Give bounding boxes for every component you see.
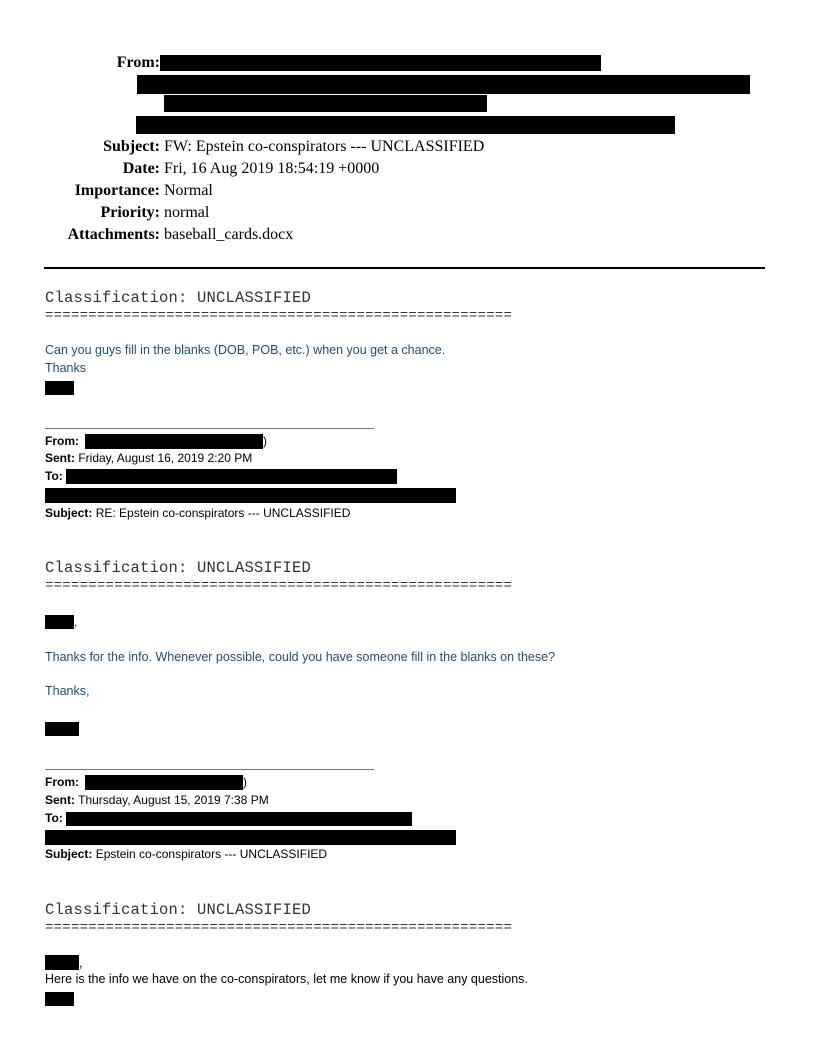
redaction-block	[66, 469, 397, 484]
classification-banner: Classification: UNCLASSIFIED	[45, 559, 312, 577]
attachments-label: Attachments:	[67, 226, 160, 243]
sent-label: Sent:	[45, 793, 75, 807]
redaction-block	[160, 55, 601, 71]
to-label: To:	[45, 811, 63, 825]
reply-subject-line	[45, 506, 350, 520]
redaction-block	[164, 95, 487, 112]
sent-label: Sent:	[45, 451, 75, 465]
classification-banner: Classification: UNCLASSIFIED	[45, 289, 312, 307]
attachment-link[interactable]: baseball_cards.docx	[164, 226, 294, 243]
sent-value: Thursday, August 15, 2019 7:38 PM	[78, 793, 269, 807]
reply-from-line	[45, 434, 79, 448]
redaction-block	[45, 488, 456, 503]
from-label: From:	[45, 775, 79, 789]
priority-value: normal	[164, 204, 210, 221]
redacted-signature	[45, 992, 74, 1006]
classification-banner: Classification: UNCLASSIFIED	[45, 901, 312, 919]
message-closing: Thanks	[45, 361, 86, 375]
redacted-greeting-name	[45, 615, 74, 629]
from-label: From:	[45, 434, 79, 448]
subject-label: Subject:	[103, 138, 160, 155]
message-separator	[45, 769, 374, 770]
classification-rule: ======================================================	[45, 920, 513, 936]
redacted-signature	[45, 722, 79, 736]
greeting-suffix: ,	[74, 615, 78, 629]
message-closing: Thanks,	[45, 684, 90, 698]
message-body-line: Thanks for the info. Whenever possible, could you have someone fill in the blanks on these?	[45, 650, 556, 664]
redaction-block	[85, 775, 243, 790]
reply-to-line	[45, 469, 63, 483]
redaction-block	[45, 830, 456, 845]
sent-value: Friday, August 16, 2019 2:20 PM	[78, 451, 253, 465]
redaction-block	[137, 75, 750, 94]
date-value: Fri, 16 Aug 2019 18:54:19 +0000	[164, 160, 380, 177]
from-label: From:	[116, 54, 160, 71]
redacted-greeting-name	[45, 955, 79, 970]
message-separator	[45, 428, 374, 429]
subject-label: Subject:	[45, 506, 93, 520]
classification-rule: ======================================================	[45, 578, 513, 594]
original-subject-line	[45, 847, 327, 861]
subject-value: Epstein co-conspirators --- UNCLASSIFIED	[95, 847, 328, 861]
redacted-signature	[45, 381, 74, 395]
to-label: To:	[45, 469, 63, 483]
redaction-block	[66, 812, 412, 826]
subject-value: RE: Epstein co-conspirators --- UNCLASSIFIED	[95, 506, 351, 520]
from-suffix: )	[263, 434, 267, 448]
date-label: Date:	[122, 160, 160, 177]
classification-rule: ======================================================	[45, 308, 513, 324]
redaction-block	[85, 434, 263, 449]
header-divider	[44, 267, 765, 269]
subject-value: FW: Epstein co-conspirators --- UNCLASSIFIED	[164, 138, 485, 155]
redaction-block	[136, 116, 675, 134]
greeting-suffix: ,	[79, 956, 83, 970]
importance-value: Normal	[164, 182, 213, 199]
original-to-line	[45, 811, 63, 825]
from-suffix: )	[243, 775, 247, 789]
original-sent-line	[45, 793, 269, 807]
message-body-line: Can you guys fill in the blanks (DOB, POB, etc.) when you get a chance.	[45, 343, 446, 357]
message-body-line: Here is the info we have on the co-conspirators, let me know if you have any questions.	[45, 972, 528, 986]
reply-sent-line	[45, 451, 252, 465]
priority-label: Priority:	[100, 204, 160, 221]
original-from-line	[45, 775, 79, 789]
importance-label: Importance:	[74, 182, 160, 199]
subject-label: Subject:	[45, 847, 93, 861]
